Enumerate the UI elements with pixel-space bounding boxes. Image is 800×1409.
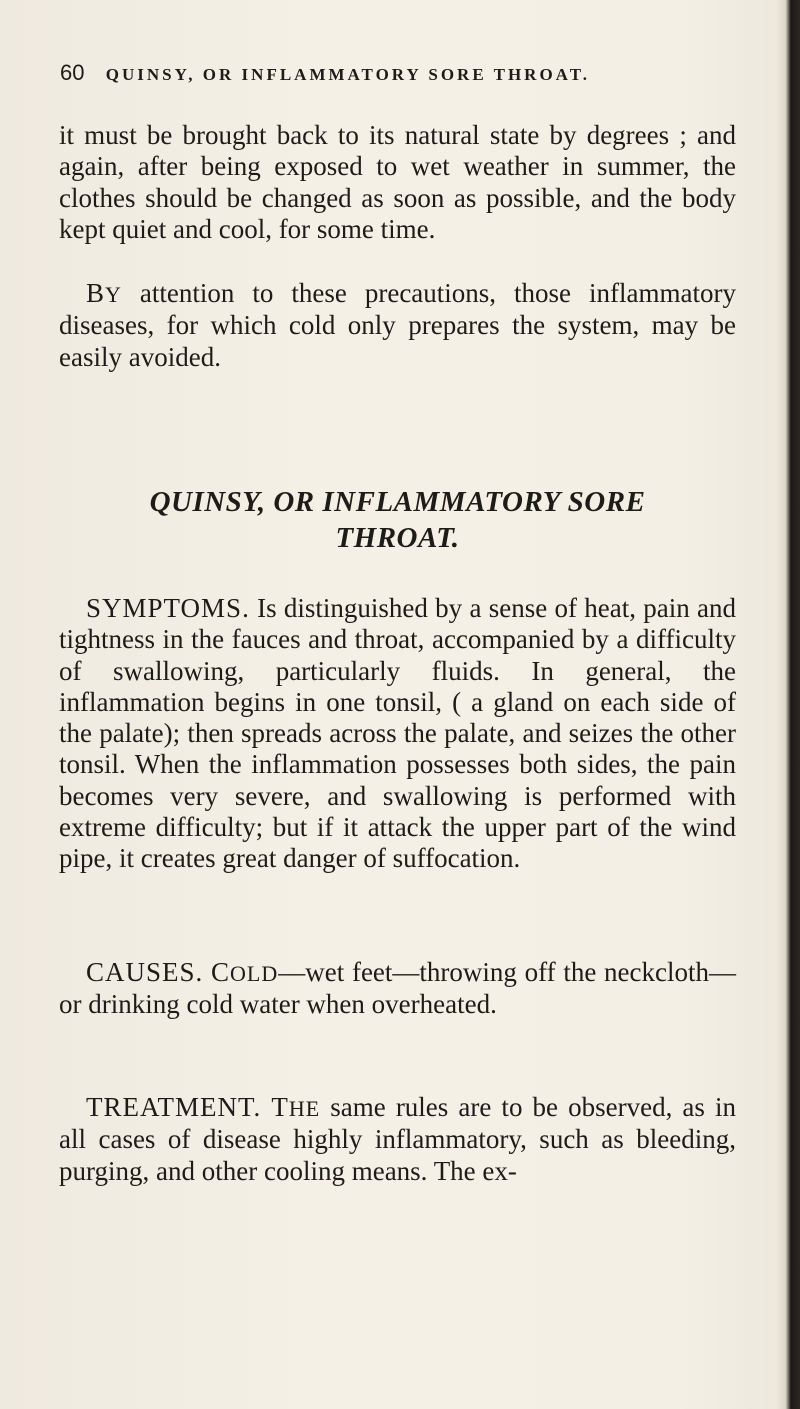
paragraph-text-wrapper <box>59 957 736 1021</box>
small-caps-rest: OLD <box>230 961 279 986</box>
paragraph-precautions <box>59 278 736 373</box>
paragraph-text: attention to these precautions, those inflammatory diseases, for which cold only prepares the system, may be easily avoided. <box>59 278 736 372</box>
lead-word-rest: Y <box>105 282 122 307</box>
paragraph-text: it must be brought back to its natural state by degrees ; and again, after being exposed to wet weather in summer, the clothes should be changed as soon as possible, and the body kept quiet and cool, for some time. <box>59 120 736 244</box>
small-caps-rest: HE <box>288 1096 321 1121</box>
paragraph-text: same rules are to be observed, as in all cases of disease highly inflammatory, such as bleeding, purging, and other cooling means. The ex- <box>59 1092 736 1186</box>
paragraph-symptoms <box>59 593 736 875</box>
small-caps-initial: C <box>211 957 231 987</box>
paragraph-text-wrapper <box>59 1092 736 1187</box>
running-title: QUINSY, OR INFLAMMATORY SORE THROAT. <box>105 65 591 84</box>
paragraph-text: —wet feet—throwing off the neckcloth—or drinking cold water when overheated. <box>59 957 737 1020</box>
running-header <box>60 60 590 86</box>
lead-word-initial: B <box>86 278 106 308</box>
small-caps-initial: T <box>271 1092 289 1122</box>
paragraph-causes <box>59 957 736 1021</box>
symptoms-heading: SYMPTOMS. <box>86 593 250 623</box>
small-caps-word <box>211 957 278 987</box>
paragraph-text-wrapper <box>59 278 736 373</box>
small-caps-word <box>271 1092 320 1122</box>
treatment-heading: TREATMENT. <box>86 1092 262 1122</box>
causes-heading: CAUSES. <box>86 957 204 987</box>
paragraph-text-wrapper <box>59 593 736 875</box>
paragraph-continuation <box>59 120 736 245</box>
section-title-line-2: THROAT. <box>335 522 460 554</box>
paragraph-text: Is distinguished by a sense of heat, pain and tightness in the fauces and throat, accompanied by a difficulty of swallowing, particularly fluids. In general, the inflammation begins in one tonsil, ( a gland on each side of the palate); then spreads across the palate, and seizes the other tonsil. When the inflammation possesses both sides, the pain becomes very severe, and swallowing is performed with extreme difficulty; but if it attack the upper part of the wind pipe, it creates great danger of suffocation. <box>59 593 736 874</box>
paragraph-treatment <box>59 1092 736 1187</box>
page-number: 60 <box>60 60 85 85</box>
section-title-line-1: QUINSY, OR INFLAMMATORY SORE <box>149 486 646 518</box>
section-title <box>59 484 736 556</box>
lead-word <box>86 278 122 308</box>
page-edge-shadow <box>776 0 800 1409</box>
